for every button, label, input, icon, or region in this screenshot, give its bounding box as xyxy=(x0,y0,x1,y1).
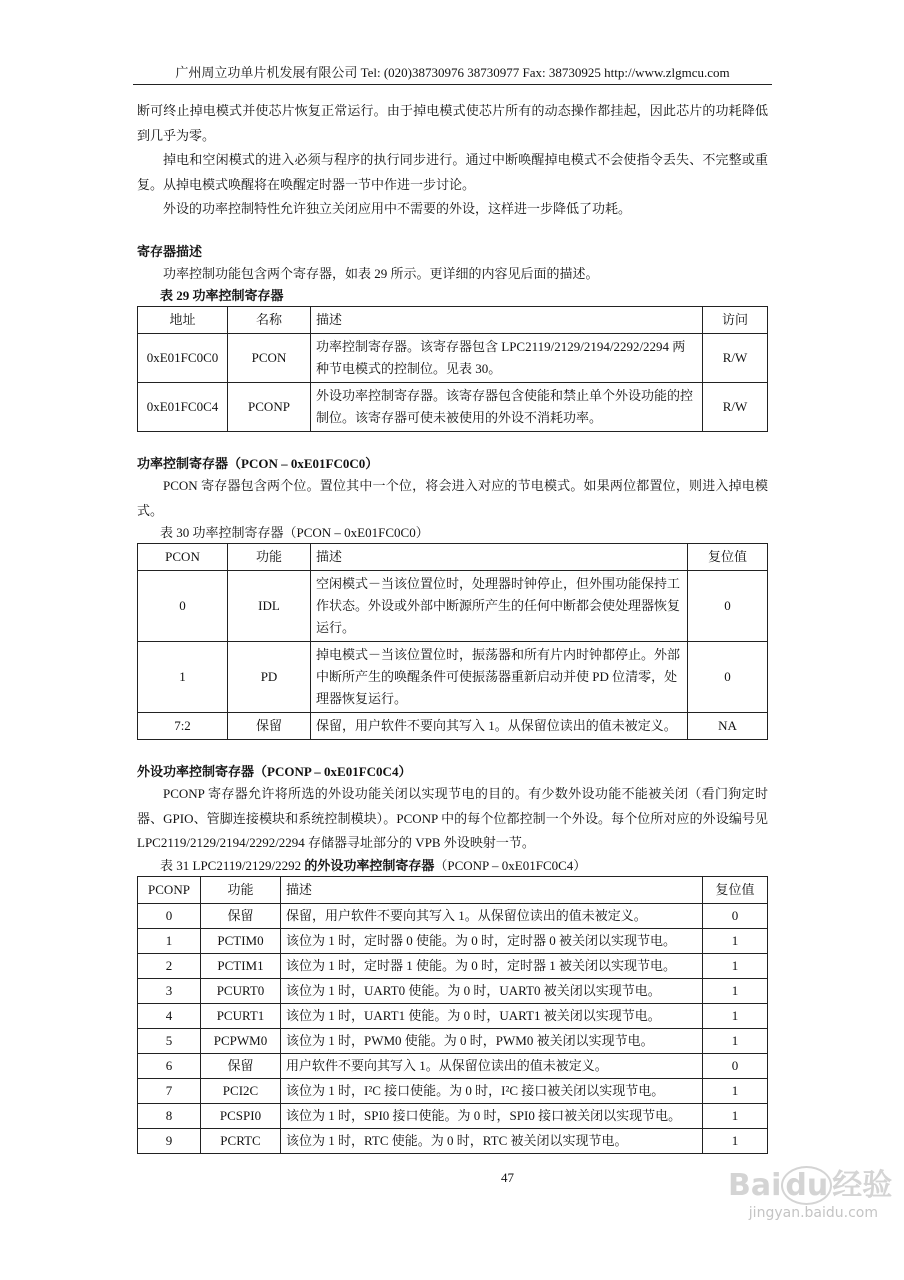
description-cell: 空闲模式－当该位置位时，处理器时钟停止，但外围功能保持工作状态。外设或外部中断源所产生的任何中断都会使处理器恢复运行。 xyxy=(311,571,688,642)
bit-cell: 8 xyxy=(138,1103,201,1128)
section-heading-pcon: 功率控制寄存器（PCON – 0xE01FC0C0） xyxy=(137,456,379,471)
table30-caption: 表 30 功率控制寄存器（PCON – 0xE01FC0C0） xyxy=(160,525,429,540)
bit-cell: 5 xyxy=(138,1028,201,1053)
table-row xyxy=(138,1003,768,1028)
page-header: 广州周立功单片机发展有限公司 Tel: (020)38730976 38730977 Fax: 38730925 http://www.zlgmcu.com xyxy=(175,65,730,80)
bit-cell: 0 xyxy=(138,571,228,642)
table-30 xyxy=(137,543,768,740)
value-cell: 1 xyxy=(703,1128,768,1153)
description-cell: 该位为 1 时，UART1 使能。为 0 时，UART1 被关闭以实现节电。 xyxy=(281,1003,703,1028)
section1-text: 功率控制功能包含两个寄存器，如表 29 所示。更详细的内容见后面的描述。 xyxy=(163,265,599,281)
intro-paragraph-2: 掉电和空闲模式的进入必须与程序的执行同步进行。通过中断唤醒掉电模式不会使指令丢失、不完整或重复。从掉电模式唤醒将在唤醒定时器一节中作进一步讨论。 xyxy=(137,152,768,192)
table-row xyxy=(138,642,768,713)
value-cell: 1 xyxy=(703,1078,768,1103)
caption-prefix: 表 31 LPC2119/2129/2292 xyxy=(160,857,305,873)
name-cell: 保留 xyxy=(201,903,281,928)
section3-text: PCONP 寄存器允许将所选的外设功能关闭以实现节电的目的。有少数外设功能不能被关闭（看门狗定时器、GPIO、管脚连接模块和系统控制模块）。PCONP 中的每个位都控制一个外设。每个位所对应的外设编号见 LPC2119/2129/2194/2292/2294 存储器寻址部分的 VPB 外设映射一节。 xyxy=(137,786,768,850)
name-cell: PCON xyxy=(228,334,311,383)
col-header: 访问 xyxy=(703,307,768,334)
table-row xyxy=(138,1078,768,1103)
bit-cell: 0xE01FC0C4 xyxy=(138,383,228,432)
col-header: 描述 xyxy=(311,307,703,334)
bit-cell: 7 xyxy=(138,1078,201,1103)
table-row xyxy=(138,383,768,432)
description-cell: 该位为 1 时，SPI0 接口使能。为 0 时，SPI0 接口被关闭以实现节电。 xyxy=(281,1103,703,1128)
table-row xyxy=(138,1053,768,1078)
value-cell: 0 xyxy=(703,903,768,928)
caption-suffix: （PCONP – 0xE01FC0C4） xyxy=(434,857,587,873)
name-cell: IDL xyxy=(228,571,311,642)
document-page xyxy=(137,0,893,1242)
value-cell: NA xyxy=(688,713,768,740)
name-cell: PCTIM1 xyxy=(201,953,281,978)
description-cell: 该位为 1 时，PWM0 使能。为 0 时，PWM0 被关闭以实现节电。 xyxy=(281,1028,703,1053)
section-heading-pconp: 外设功率控制寄存器（PCONP – 0xE01FC0C4） xyxy=(137,764,412,779)
table-29 xyxy=(137,306,768,432)
section2-text: PCON 寄存器包含两个位。置位其中一个位，将会进入对应的节电模式。如果两位都置位，则进入掉电模式。 xyxy=(137,478,768,518)
description-cell: 该位为 1 时，定时器 1 使能。为 0 时，定时器 1 被关闭以实现节电。 xyxy=(281,953,703,978)
value-cell: 0 xyxy=(688,571,768,642)
watermark-url: jingyan.baidu.com xyxy=(748,1204,878,1221)
value-cell: 1 xyxy=(703,928,768,953)
bit-cell: 9 xyxy=(138,1128,201,1153)
name-cell: PCURT1 xyxy=(201,1003,281,1028)
value-cell: 0 xyxy=(688,642,768,713)
col-header: 复位值 xyxy=(688,544,768,571)
col-header: 复位值 xyxy=(703,876,768,903)
col-header: 名称 xyxy=(228,307,311,334)
caption-bold: 的外设功率控制寄存器 xyxy=(304,857,435,873)
header-rule xyxy=(133,84,772,85)
description-cell: 保留，用户软件不要向其写入 1。从保留位读出的值未被定义。 xyxy=(281,903,703,928)
value-cell: R/W xyxy=(703,334,768,383)
table-row xyxy=(138,1028,768,1053)
name-cell: PCI2C xyxy=(201,1078,281,1103)
value-cell: 1 xyxy=(703,978,768,1003)
table-row xyxy=(138,978,768,1003)
name-cell: PCRTC xyxy=(201,1128,281,1153)
table-31 xyxy=(137,876,768,1154)
value-cell: R/W xyxy=(703,383,768,432)
table29-caption: 表 29 功率控制寄存器 xyxy=(160,288,284,303)
description-cell: 用户软件不要向其写入 1。从保留位读出的值未被定义。 xyxy=(281,1053,703,1078)
page-number: 47 xyxy=(501,1169,514,1185)
value-cell: 1 xyxy=(703,1028,768,1053)
col-header: 功能 xyxy=(228,544,311,571)
col-header: 描述 xyxy=(281,876,703,903)
table-row xyxy=(138,1128,768,1153)
description-cell: 该位为 1 时，UART0 使能。为 0 时，UART0 被关闭以实现节电。 xyxy=(281,978,703,1003)
description-cell: 该位为 1 时，RTC 使能。为 0 时，RTC 被关闭以实现节电。 xyxy=(281,1128,703,1153)
intro-paragraph-1: 断可终止掉电模式并使芯片恢复正常运行。由于掉电模式使芯片所有的动态操作都挂起，因此芯片的功耗降低到几乎为零。 xyxy=(137,103,768,143)
bit-cell: 0xE01FC0C0 xyxy=(138,334,228,383)
name-cell: PCONP xyxy=(228,383,311,432)
bit-cell: 7:2 xyxy=(138,713,228,740)
section-heading-register-description: 寄存器描述 xyxy=(137,243,203,259)
table-row xyxy=(138,928,768,953)
name-cell: 保留 xyxy=(201,1053,281,1078)
name-cell: PCPWM0 xyxy=(201,1028,281,1053)
value-cell: 1 xyxy=(703,1103,768,1128)
table-row xyxy=(138,571,768,642)
watermark-logo: Bai du 经验 xyxy=(728,1167,893,1203)
description-cell: 功率控制寄存器。该寄存器包含 LPC2119/2129/2194/2292/2294 两种节电模式的控制位。见表 30。 xyxy=(311,334,703,383)
description-cell: 掉电模式－当该位置位时，振荡器和所有片内时钟都停止。外部中断所产生的唤醒条件可使振荡器重新启动并使 PD 位清零，处理器恢复运行。 xyxy=(311,642,688,713)
bit-cell: 2 xyxy=(138,953,201,978)
table-row xyxy=(138,334,768,383)
col-header: 功能 xyxy=(201,876,281,903)
bit-cell: 1 xyxy=(138,642,228,713)
description-cell: 保留，用户软件不要向其写入 1。从保留位读出的值未被定义。 xyxy=(311,713,688,740)
description-cell: 该位为 1 时，I²C 接口使能。为 0 时，I²C 接口被关闭以实现节电。 xyxy=(281,1078,703,1103)
col-header: 地址 xyxy=(138,307,228,334)
name-cell: PCSPI0 xyxy=(201,1103,281,1128)
value-cell: 1 xyxy=(703,953,768,978)
col-header: PCON xyxy=(138,544,228,571)
description-cell: 外设功率控制寄存器。该寄存器包含使能和禁止单个外设功能的控制位。该寄存器可使未被使用的外设不消耗功率。 xyxy=(311,383,703,432)
bit-cell: 4 xyxy=(138,1003,201,1028)
table-row xyxy=(138,1103,768,1128)
baidu-jingyan-watermark xyxy=(728,1167,893,1222)
page-footer xyxy=(137,1167,893,1222)
description-cell: 该位为 1 时，定时器 0 使能。为 0 时，定时器 0 被关闭以实现节电。 xyxy=(281,928,703,953)
name-cell: PCTIM0 xyxy=(201,928,281,953)
intro-paragraph-3: 外设的功率控制特性允许独立关闭应用中不需要的外设，这样进一步降低了功耗。 xyxy=(163,201,632,216)
name-cell: 保留 xyxy=(228,713,311,740)
bit-cell: 1 xyxy=(138,928,201,953)
table-row xyxy=(138,713,768,740)
table-row xyxy=(138,953,768,978)
value-cell: 0 xyxy=(703,1053,768,1078)
table-row xyxy=(138,903,768,928)
bit-cell: 3 xyxy=(138,978,201,1003)
col-header: PCONP xyxy=(138,876,201,903)
name-cell: PCURT0 xyxy=(201,978,281,1003)
col-header: 描述 xyxy=(311,544,688,571)
table31-caption xyxy=(160,856,768,876)
value-cell: 1 xyxy=(703,1003,768,1028)
bit-cell: 6 xyxy=(138,1053,201,1078)
bit-cell: 0 xyxy=(138,903,201,928)
name-cell: PD xyxy=(228,642,311,713)
